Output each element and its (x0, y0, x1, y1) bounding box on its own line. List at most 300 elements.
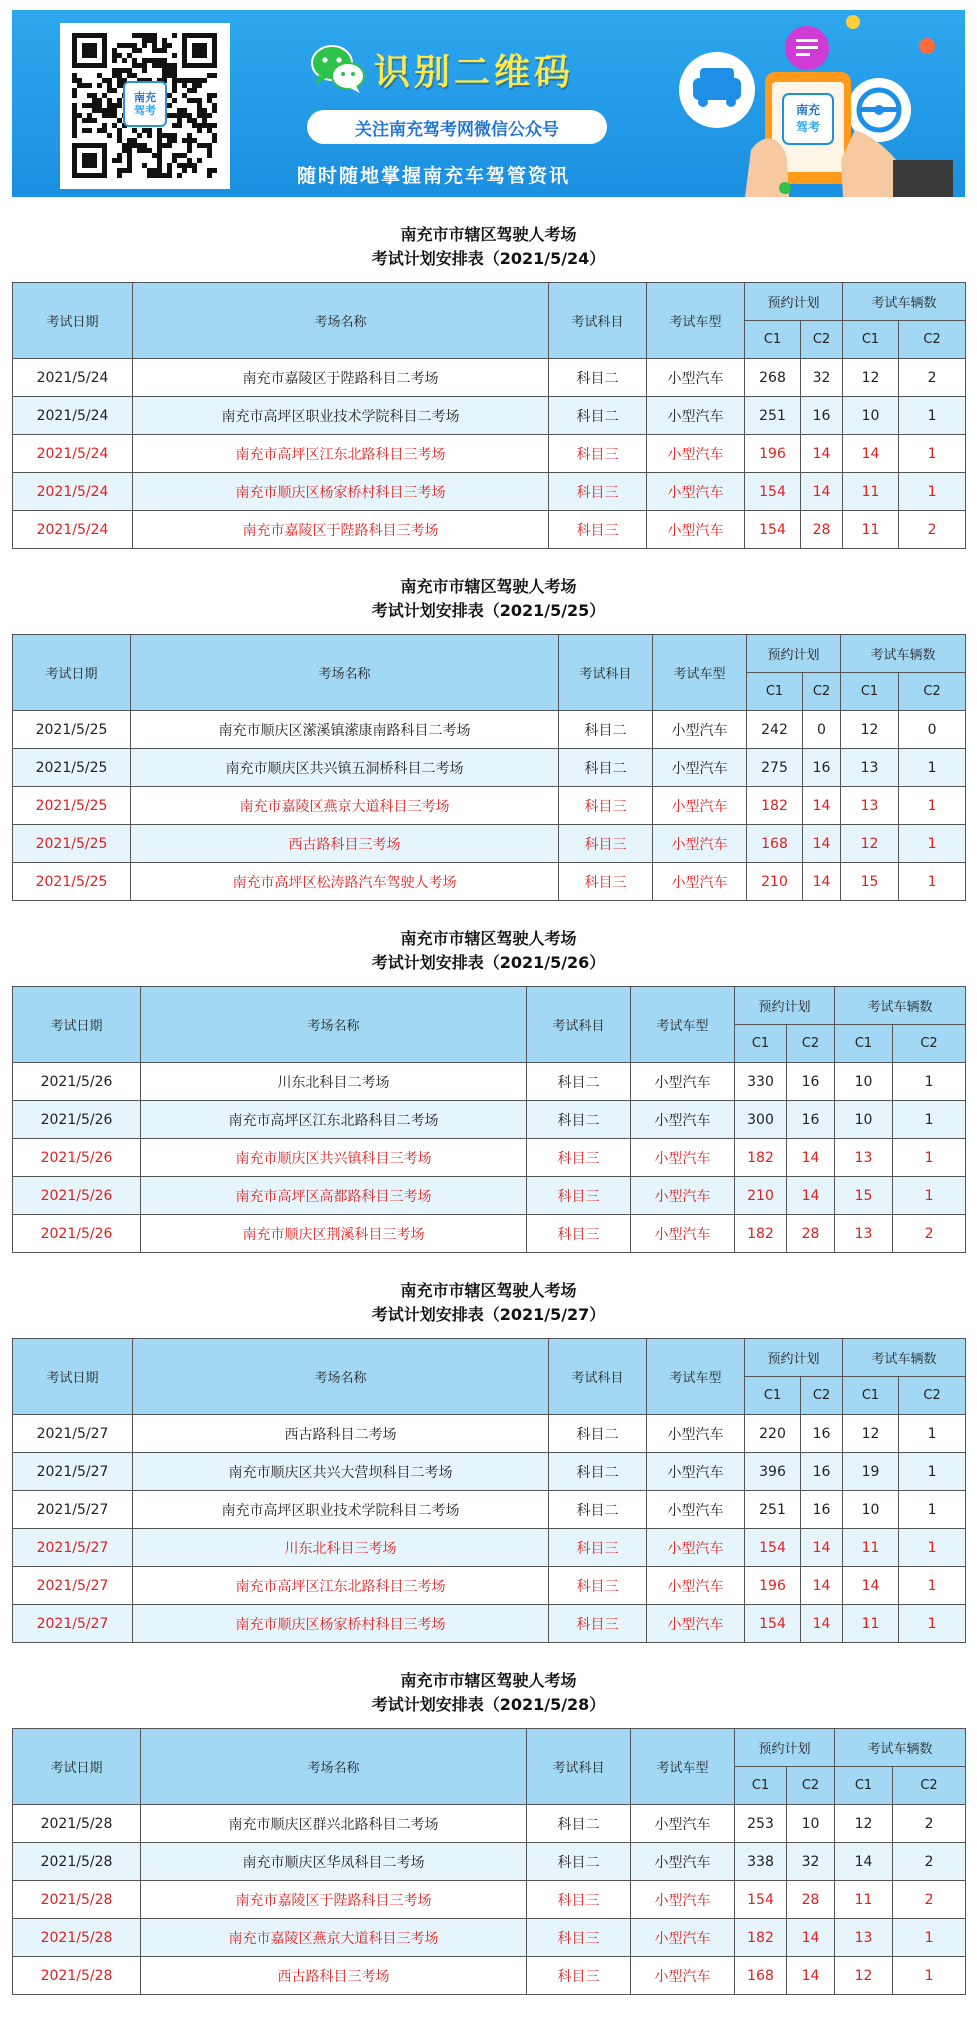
header-cars: 考试车辆数 (835, 1729, 966, 1767)
cars-c2-cell: 1 (899, 397, 966, 435)
header-vehicle: 考试车型 (653, 635, 747, 711)
header-plan: 预约计划 (747, 635, 841, 673)
venue-cell: 南充市嘉陵区燕京大道科目三考场 (131, 787, 559, 825)
cars-c2-cell: 1 (893, 1177, 966, 1215)
cars-c1-cell: 12 (843, 1415, 899, 1453)
section-title (12, 1643, 965, 1728)
plan-c2-cell: 16 (801, 1491, 843, 1529)
plan-c1-cell: 275 (747, 749, 803, 787)
vehicle-cell: 小型汽车 (647, 1415, 745, 1453)
plan-c1-cell: 182 (735, 1215, 787, 1253)
vehicle-cell: 小型汽车 (647, 1567, 745, 1605)
plan-c2-cell: 10 (787, 1805, 835, 1843)
header-cars: 考试车辆数 (843, 283, 966, 321)
date-cell: 2021/5/26 (13, 1177, 141, 1215)
cars-c2-cell: 1 (899, 435, 966, 473)
plan-c2-cell: 16 (787, 1063, 835, 1101)
header-venue: 考场名称 (131, 635, 559, 711)
cars-c1-cell: 15 (835, 1177, 893, 1215)
subject-cell: 科目二 (527, 1805, 631, 1843)
header-cars-c1: C1 (841, 673, 899, 711)
plan-c1-cell: 154 (745, 511, 801, 549)
venue-cell: 南充市高坪区江东北路科目三考场 (133, 1567, 549, 1605)
plan-c1-cell: 210 (747, 863, 803, 901)
date-cell: 2021/5/25 (13, 825, 131, 863)
cars-c2-cell: 1 (899, 825, 966, 863)
table-row (13, 1101, 966, 1139)
cars-c2-cell: 1 (899, 1491, 966, 1529)
date-cell: 2021/5/27 (13, 1605, 133, 1643)
venue-cell: 南充市嘉陵区燕京大道科目三考场 (141, 1919, 527, 1957)
section-title-line2: 考试计划安排表（2021/5/27） (371, 1305, 606, 1324)
cars-c1-cell: 13 (841, 749, 899, 787)
header-plan-c2: C2 (801, 1377, 843, 1415)
svg-text:南充: 南充 (795, 103, 821, 117)
cars-c2-cell: 1 (899, 1605, 966, 1643)
subject-cell: 科目三 (527, 1919, 631, 1957)
cars-c1-cell: 12 (843, 359, 899, 397)
cars-c1-cell: 10 (843, 1491, 899, 1529)
plan-c2-cell: 16 (787, 1101, 835, 1139)
cars-c1-cell: 14 (835, 1843, 893, 1881)
section-title-line1: 南充市市辖区驾驶人考场 (400, 1281, 577, 1300)
vehicle-cell: 小型汽车 (647, 435, 745, 473)
cars-c1-cell: 19 (843, 1453, 899, 1491)
subject-cell: 科目三 (549, 473, 647, 511)
section-title-line1: 南充市市辖区驾驶人考场 (400, 1671, 577, 1690)
venue-cell: 川东北科目三考场 (133, 1529, 549, 1567)
vehicle-cell: 小型汽车 (647, 359, 745, 397)
venue-cell: 南充市顺庆区华凤科目二考场 (141, 1843, 527, 1881)
schedule-table (12, 634, 966, 901)
phone-hand-illustration (665, 10, 965, 197)
subject-cell: 科目二 (549, 1491, 647, 1529)
vehicle-cell: 小型汽车 (653, 787, 747, 825)
table-row (13, 397, 966, 435)
header-plan-c2: C2 (787, 1025, 835, 1063)
plan-c2-cell: 16 (803, 749, 841, 787)
venue-cell: 南充市高坪区职业技术学院科目二考场 (133, 1491, 549, 1529)
vehicle-cell: 小型汽车 (631, 1215, 735, 1253)
cars-c1-cell: 11 (843, 1529, 899, 1567)
plan-c2-cell: 14 (803, 863, 841, 901)
venue-cell: 南充市高坪区职业技术学院科目二考场 (133, 397, 549, 435)
subject-cell: 科目三 (559, 787, 653, 825)
plan-c2-cell: 14 (787, 1957, 835, 1995)
cars-c2-cell: 2 (893, 1805, 966, 1843)
venue-cell: 南充市高坪区高都路科目三考场 (141, 1177, 527, 1215)
subject-cell: 科目二 (549, 1415, 647, 1453)
header-cars-c1: C1 (843, 321, 899, 359)
plan-c2-cell: 16 (801, 1415, 843, 1453)
plan-c2-cell: 14 (787, 1139, 835, 1177)
cars-c1-cell: 12 (841, 825, 899, 863)
cars-c1-cell: 13 (841, 787, 899, 825)
schedule-section (12, 901, 965, 1253)
plan-c1-cell: 168 (747, 825, 803, 863)
plan-c2-cell: 28 (801, 511, 843, 549)
vehicle-cell: 小型汽车 (647, 1529, 745, 1567)
date-cell: 2021/5/27 (13, 1453, 133, 1491)
cars-c1-cell: 10 (835, 1101, 893, 1139)
header-plan-c1: C1 (747, 673, 803, 711)
header-subject: 考试科目 (527, 987, 631, 1063)
plan-c2-cell: 28 (787, 1215, 835, 1253)
cars-c1-cell: 11 (843, 1605, 899, 1643)
header-plan-c2: C2 (803, 673, 841, 711)
vehicle-cell: 小型汽车 (631, 1919, 735, 1957)
cars-c2-cell: 2 (893, 1881, 966, 1919)
venue-cell: 南充市嘉陵区于陛路科目三考场 (141, 1881, 527, 1919)
header-subject: 考试科目 (527, 1729, 631, 1805)
header-vehicle: 考试车型 (631, 987, 735, 1063)
venue-cell: 南充市嘉陵区于陛路科目二考场 (133, 359, 549, 397)
plan-c2-cell: 14 (801, 435, 843, 473)
cars-c2-cell: 1 (899, 473, 966, 511)
subject-cell: 科目三 (549, 1567, 647, 1605)
cars-c2-cell: 2 (893, 1843, 966, 1881)
table-header-row (13, 1339, 966, 1377)
vehicle-cell: 小型汽车 (647, 397, 745, 435)
cars-c2-cell: 2 (899, 511, 966, 549)
venue-cell: 川东北科目二考场 (141, 1063, 527, 1101)
cars-c1-cell: 11 (835, 1881, 893, 1919)
plan-c2-cell: 0 (803, 711, 841, 749)
banner-follow-pill: 关注南充驾考网微信公众号 (307, 110, 607, 144)
vehicle-cell: 小型汽车 (631, 1139, 735, 1177)
header-cars-c1: C1 (843, 1377, 899, 1415)
header-date: 考试日期 (13, 987, 141, 1063)
venue-cell: 南充市嘉陵区于陛路科目三考场 (133, 511, 549, 549)
plan-c1-cell: 196 (745, 435, 801, 473)
header-date: 考试日期 (13, 635, 131, 711)
svg-text:驾考: 驾考 (795, 120, 821, 134)
cars-c1-cell: 12 (835, 1805, 893, 1843)
cars-c2-cell: 1 (899, 749, 966, 787)
plan-c1-cell: 242 (747, 711, 803, 749)
plan-c2-cell: 14 (801, 473, 843, 511)
date-cell: 2021/5/28 (13, 1881, 141, 1919)
venue-cell: 南充市顺庆区杨家桥村科目三考场 (133, 473, 549, 511)
vehicle-cell: 小型汽车 (631, 1805, 735, 1843)
plan-c1-cell: 154 (745, 1529, 801, 1567)
schedule-section (12, 1643, 965, 1995)
header-date: 考试日期 (13, 283, 133, 359)
table-row (13, 1063, 966, 1101)
plan-c2-cell: 14 (787, 1177, 835, 1215)
plan-c1-cell: 182 (747, 787, 803, 825)
plan-c1-cell: 210 (735, 1177, 787, 1215)
vehicle-cell: 小型汽车 (653, 825, 747, 863)
cars-c2-cell: 2 (893, 1215, 966, 1253)
header-plan-c1: C1 (735, 1767, 787, 1805)
schedule-section (12, 549, 965, 901)
date-cell: 2021/5/27 (13, 1567, 133, 1605)
cars-c1-cell: 14 (843, 435, 899, 473)
header-cars-c2: C2 (899, 321, 966, 359)
section-title-line1: 南充市市辖区驾驶人考场 (400, 929, 577, 948)
plan-c1-cell: 268 (745, 359, 801, 397)
table-row (13, 1453, 966, 1491)
plan-c1-cell: 330 (735, 1063, 787, 1101)
section-title (12, 901, 965, 986)
subject-cell: 科目二 (549, 359, 647, 397)
header-plan-c1: C1 (735, 1025, 787, 1063)
cars-c2-cell: 1 (899, 1567, 966, 1605)
subject-cell: 科目二 (527, 1063, 631, 1101)
plan-c2-cell: 14 (801, 1567, 843, 1605)
header-plan: 预约计划 (735, 1729, 835, 1767)
plan-c2-cell: 14 (787, 1919, 835, 1957)
vehicle-cell: 小型汽车 (631, 1063, 735, 1101)
table-row (13, 825, 966, 863)
subject-cell: 科目三 (549, 511, 647, 549)
subject-cell: 科目三 (549, 435, 647, 473)
plan-c1-cell: 338 (735, 1843, 787, 1881)
table-row (13, 749, 966, 787)
date-cell: 2021/5/25 (13, 863, 131, 901)
table-row (13, 711, 966, 749)
table-row (13, 1567, 966, 1605)
table-row (13, 1605, 966, 1643)
vehicle-cell: 小型汽车 (653, 749, 747, 787)
table-row (13, 1919, 966, 1957)
venue-cell: 南充市顺庆区潆溪镇潆康南路科目二考场 (131, 711, 559, 749)
venue-cell: 西古路科目二考场 (133, 1415, 549, 1453)
venue-cell: 南充市高坪区松涛路汽车驾驶人考场 (131, 863, 559, 901)
banner-subtitle: 随时随地掌握南充车驾管资讯 (297, 165, 571, 187)
header-venue: 考场名称 (141, 987, 527, 1063)
cars-c2-cell: 2 (899, 359, 966, 397)
header-cars-c2: C2 (899, 1377, 966, 1415)
venue-cell: 南充市高坪区江东北路科目三考场 (133, 435, 549, 473)
plan-c1-cell: 251 (745, 397, 801, 435)
table-row (13, 511, 966, 549)
table-header-row (13, 1729, 966, 1767)
date-cell: 2021/5/24 (13, 359, 133, 397)
table-row (13, 435, 966, 473)
date-cell: 2021/5/28 (13, 1919, 141, 1957)
qr-center-logo: 南充 驾考 (123, 81, 167, 127)
cars-c1-cell: 12 (835, 1957, 893, 1995)
header-cars-c2: C2 (893, 1767, 966, 1805)
subject-cell: 科目二 (559, 749, 653, 787)
date-cell: 2021/5/26 (13, 1139, 141, 1177)
section-title-line2: 考试计划安排表（2021/5/25） (371, 601, 606, 620)
date-cell: 2021/5/24 (13, 511, 133, 549)
cars-c1-cell: 11 (843, 473, 899, 511)
wechat-icon (310, 43, 366, 95)
venue-cell: 南充市顺庆区共兴大营坝科目二考场 (133, 1453, 549, 1491)
section-title (12, 549, 965, 634)
header-venue: 考场名称 (133, 1339, 549, 1415)
cars-c1-cell: 14 (843, 1567, 899, 1605)
subject-cell: 科目三 (559, 863, 653, 901)
header-plan: 预约计划 (745, 283, 843, 321)
subject-cell: 科目二 (559, 711, 653, 749)
schedule-table (12, 1728, 966, 1995)
date-cell: 2021/5/24 (13, 435, 133, 473)
venue-cell: 西古路科目三考场 (141, 1957, 527, 1995)
subject-cell: 科目三 (527, 1177, 631, 1215)
cars-c2-cell: 1 (899, 1415, 966, 1453)
header-venue: 考场名称 (141, 1729, 527, 1805)
venue-cell: 西古路科目三考场 (131, 825, 559, 863)
plan-c2-cell: 28 (787, 1881, 835, 1919)
header-vehicle: 考试车型 (631, 1729, 735, 1805)
vehicle-cell: 小型汽车 (631, 1843, 735, 1881)
table-row (13, 1881, 966, 1919)
vehicle-cell: 小型汽车 (631, 1101, 735, 1139)
plan-c2-cell: 14 (803, 825, 841, 863)
table-header-row (13, 283, 966, 321)
schedule-sections (0, 197, 977, 1995)
header-cars-c2: C2 (899, 673, 966, 711)
subject-cell: 科目三 (559, 825, 653, 863)
section-title-line2: 考试计划安排表（2021/5/28） (371, 1695, 606, 1714)
table-row (13, 1491, 966, 1529)
date-cell: 2021/5/28 (13, 1805, 141, 1843)
header-plan-c2: C2 (787, 1767, 835, 1805)
header-plan: 预约计划 (735, 987, 835, 1025)
cars-c2-cell: 1 (899, 1529, 966, 1567)
table-row (13, 787, 966, 825)
date-cell: 2021/5/24 (13, 473, 133, 511)
date-cell: 2021/5/25 (13, 711, 131, 749)
table-row (13, 1415, 966, 1453)
section-title (12, 1253, 965, 1338)
plan-c1-cell: 196 (745, 1567, 801, 1605)
qr-code-image (60, 23, 230, 189)
cars-c2-cell: 1 (893, 1957, 966, 1995)
vehicle-cell: 小型汽车 (647, 1491, 745, 1529)
cars-c1-cell: 13 (835, 1919, 893, 1957)
table-row (13, 1139, 966, 1177)
header-cars: 考试车辆数 (843, 1339, 966, 1377)
header-plan-c1: C1 (745, 321, 801, 359)
plan-c2-cell: 14 (801, 1529, 843, 1567)
date-cell: 2021/5/26 (13, 1063, 141, 1101)
date-cell: 2021/5/27 (13, 1529, 133, 1567)
subject-cell: 科目三 (527, 1881, 631, 1919)
section-title (12, 197, 965, 282)
date-cell: 2021/5/26 (13, 1101, 141, 1139)
vehicle-cell: 小型汽车 (631, 1177, 735, 1215)
subject-cell: 科目三 (549, 1605, 647, 1643)
header-date: 考试日期 (13, 1729, 141, 1805)
vehicle-cell: 小型汽车 (631, 1957, 735, 1995)
subject-cell: 科目三 (527, 1139, 631, 1177)
plan-c2-cell: 32 (801, 359, 843, 397)
qr-promo-banner[interactable] (12, 10, 965, 197)
header-cars-c1: C1 (835, 1025, 893, 1063)
subject-cell: 科目三 (527, 1215, 631, 1253)
plan-c2-cell: 16 (801, 397, 843, 435)
table-row (13, 1215, 966, 1253)
vehicle-cell: 小型汽车 (653, 711, 747, 749)
table-row (13, 863, 966, 901)
vehicle-cell: 小型汽车 (631, 1881, 735, 1919)
table-row (13, 1843, 966, 1881)
cars-c1-cell: 13 (835, 1215, 893, 1253)
schedule-table (12, 282, 966, 549)
plan-c1-cell: 396 (745, 1453, 801, 1491)
cars-c1-cell: 13 (835, 1139, 893, 1177)
plan-c1-cell: 253 (735, 1805, 787, 1843)
schedule-table (12, 986, 966, 1253)
subject-cell: 科目二 (549, 1453, 647, 1491)
plan-c1-cell: 251 (745, 1491, 801, 1529)
plan-c2-cell: 14 (801, 1605, 843, 1643)
cars-c2-cell: 1 (893, 1101, 966, 1139)
cars-c1-cell: 12 (841, 711, 899, 749)
date-cell: 2021/5/28 (13, 1957, 141, 1995)
venue-cell: 南充市顺庆区群兴北路科目二考场 (141, 1805, 527, 1843)
date-cell: 2021/5/25 (13, 749, 131, 787)
plan-c1-cell: 300 (735, 1101, 787, 1139)
cars-c2-cell: 1 (893, 1063, 966, 1101)
vehicle-cell: 小型汽车 (647, 511, 745, 549)
header-subject: 考试科目 (549, 283, 647, 359)
section-title-line2: 考试计划安排表（2021/5/26） (371, 953, 606, 972)
cars-c1-cell: 10 (835, 1063, 893, 1101)
table-header-row (13, 987, 966, 1025)
section-title-line2: 考试计划安排表（2021/5/24） (371, 249, 606, 268)
table-row (13, 1177, 966, 1215)
header-subject: 考试科目 (549, 1339, 647, 1415)
plan-c1-cell: 154 (745, 473, 801, 511)
header-vehicle: 考试车型 (647, 283, 745, 359)
table-row (13, 473, 966, 511)
cars-c2-cell: 1 (899, 787, 966, 825)
header-cars: 考试车辆数 (841, 635, 966, 673)
table-row (13, 1805, 966, 1843)
table-row (13, 1529, 966, 1567)
subject-cell: 科目二 (527, 1843, 631, 1881)
section-title-line1: 南充市市辖区驾驶人考场 (400, 577, 577, 596)
table-header-row (13, 635, 966, 673)
table-row (13, 1957, 966, 1995)
plan-c1-cell: 168 (735, 1957, 787, 1995)
header-cars-c2: C2 (893, 1025, 966, 1063)
date-cell: 2021/5/28 (13, 1843, 141, 1881)
plan-c1-cell: 154 (735, 1881, 787, 1919)
header-date: 考试日期 (13, 1339, 133, 1415)
header-cars-c1: C1 (835, 1767, 893, 1805)
plan-c1-cell: 182 (735, 1139, 787, 1177)
header-venue: 考场名称 (133, 283, 549, 359)
date-cell: 2021/5/27 (13, 1415, 133, 1453)
header-vehicle: 考试车型 (647, 1339, 745, 1415)
date-cell: 2021/5/24 (13, 397, 133, 435)
plan-c1-cell: 154 (745, 1605, 801, 1643)
date-cell: 2021/5/27 (13, 1491, 133, 1529)
schedule-table (12, 1338, 966, 1643)
date-cell: 2021/5/26 (13, 1215, 141, 1253)
plan-c2-cell: 32 (787, 1843, 835, 1881)
subject-cell: 科目三 (527, 1957, 631, 1995)
schedule-section (12, 1253, 965, 1643)
venue-cell: 南充市顺庆区荆溪科目三考场 (141, 1215, 527, 1253)
venue-cell: 南充市顺庆区共兴镇五洞桥科目二考场 (131, 749, 559, 787)
venue-cell: 南充市高坪区江东北路科目二考场 (141, 1101, 527, 1139)
venue-cell: 南充市顺庆区杨家桥村科目三考场 (133, 1605, 549, 1643)
plan-c1-cell: 220 (745, 1415, 801, 1453)
plan-c2-cell: 14 (803, 787, 841, 825)
subject-cell: 科目二 (549, 397, 647, 435)
cars-c2-cell: 1 (899, 863, 966, 901)
cars-c2-cell: 1 (893, 1139, 966, 1177)
